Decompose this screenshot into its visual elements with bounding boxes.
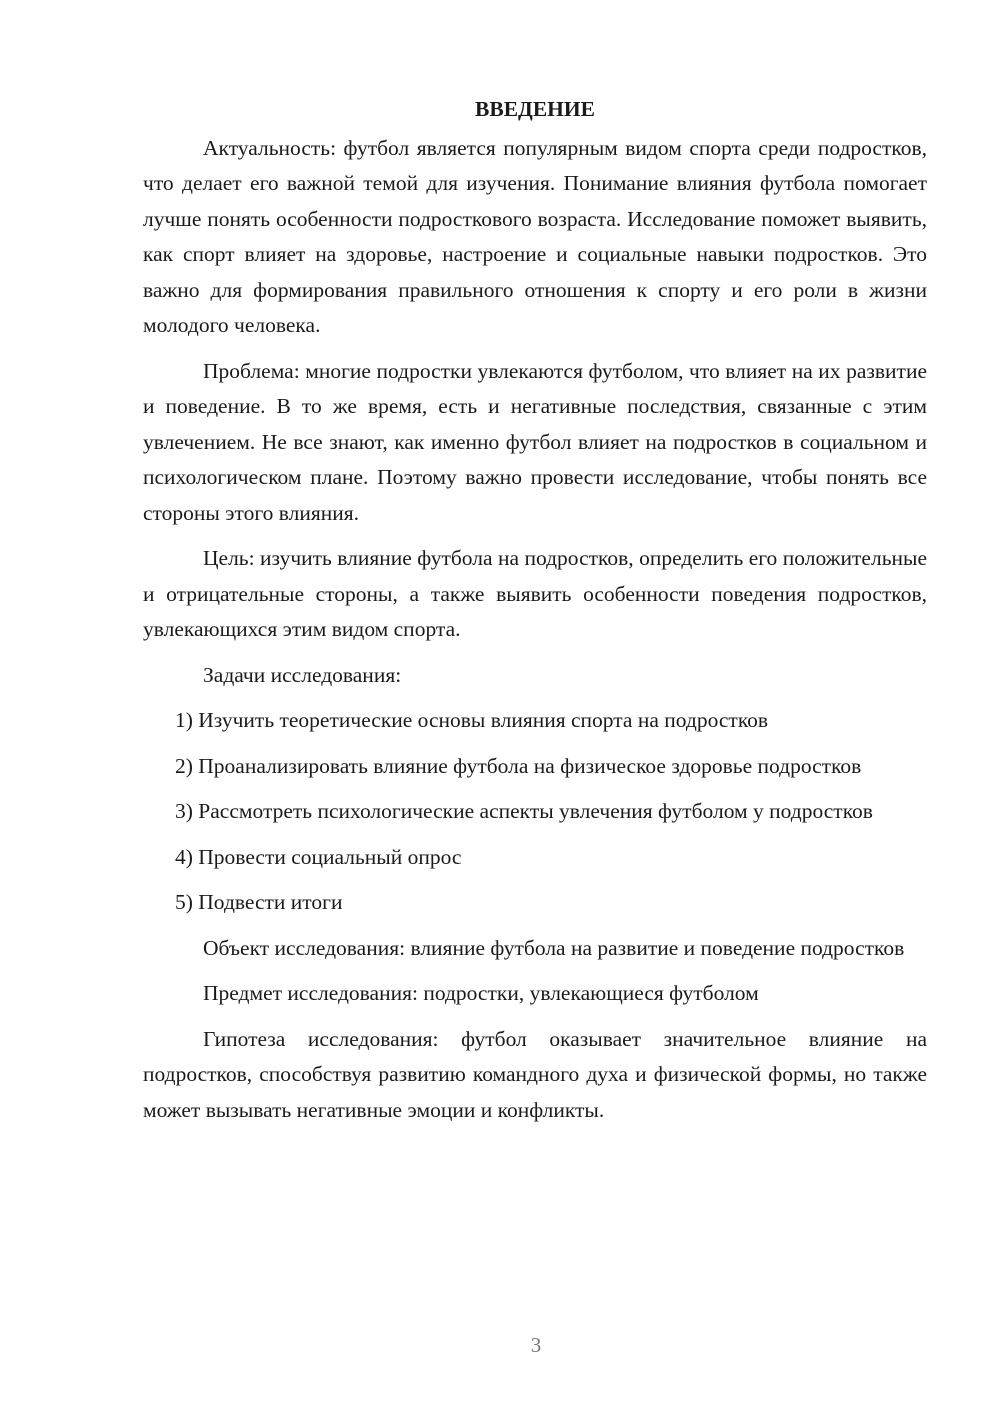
task-item-1: 1) Изучить теоретические основы влияния спорта на подростков [175,708,769,732]
task-item-2: 2) Проанализировать влияние футбола на физическое здоровье подростков [175,753,862,778]
document-body [143,92,927,1138]
page-number: 3 [530,1333,542,1357]
tasks-heading: Задачи исследования: [203,662,402,687]
subject-paragraph: Предмет исследования: подростки, увлекающиеся футболом [203,981,759,1005]
goal-paragraph: Цель: изучить влияние футбола на подростков, определить его положительные и отрицательные стороны, а также выявить особенности поведения подростков, увлекающихся этим видом спорта. [143,546,927,641]
relevance-paragraph: Актуальность: футбол является популярным видом спорта среди подростков, что делает его важной темой для изучения. Понимание влияния футбола помогает лучше понять особенности подросткового возраста. Исследование поможет выявить, как спорт влияет на здоровье, настроение и социальные навыки подростков. Это важно для формирования правильного отношения к спорту и его роли в жизни молодого человека. [143,135,927,337]
problem-paragraph: Проблема: многие подростки увлекаются футболом, что влияет на их развитие и поведение. В то же время, есть и негативные последствия, связанные с этим увлечением. Не все знают, как именно футбол влияет на подростков в социальном и психологическом плане. Поэтому важно провести исследование, чтобы понять все стороны этого влияния. [143,358,927,525]
object-paragraph: Объект исследования: влияние футбола на развитие и поведение подростков [203,935,905,960]
task-item-4: 4) Провести социальный опрос [175,844,462,869]
section-title: ВВЕДЕНИЕ [475,97,595,121]
task-item-5: 5) Подвести итоги [175,890,343,914]
hypothesis-paragraph: Гипотеза исследования: футбол оказывает значительное влияние на подростков, способствуя развитию командного духа и физической формы, но также может вызывать негативные эмоции и конфликты. [143,1026,927,1122]
task-item-3: 3) Рассмотреть психологические аспекты увлечения футболом у подростков [175,799,873,823]
